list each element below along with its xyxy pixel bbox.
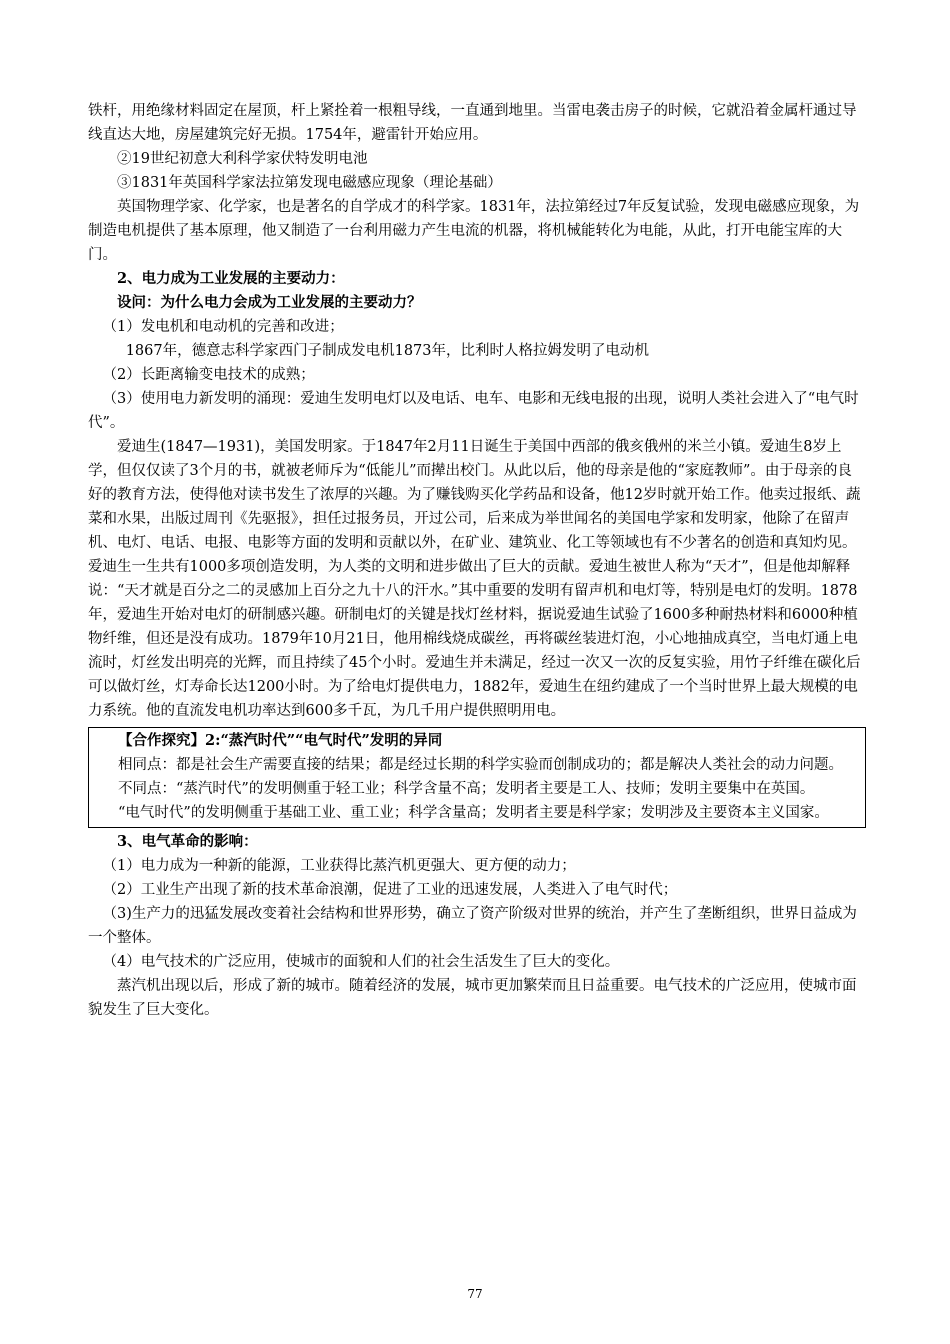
page-number: 77: [467, 1287, 483, 1301]
section-2-item: 1867年，德意志科学家西门子制成发电机1873年，比利时人格拉姆发明了电动机: [125, 343, 649, 359]
section-2-question: 设问：为什么电力会成为工业发展的主要动力？: [117, 294, 422, 311]
box-title: 【合作探究】2:“蒸汽时代”“电气时代”发明的异同: [118, 732, 443, 749]
section-3-item: （1）电力成为一种新的能源，工业获得比蒸汽机更强大、更方便的动力；: [102, 858, 576, 874]
section-3-item: （2）工业生产出现了新的技术革命浪潮，促进了工业的迅速发展，人类进入了电气时代；: [102, 882, 678, 898]
box-differences-electric: “电气时代”的发明侧重于基础工业、重工业；科学含量高；发明者主要是科学家；发明涉及主要资本主义国家。: [118, 805, 829, 821]
section-2-item: （3）使用电力新发明的涌现：爱迪生发明电灯以及电话、电车、电影和无线电报的出现，说明人类社会进入了“电气时代”。: [88, 391, 859, 431]
section-2-heading: 2、电力成为工业发展的主要动力：: [117, 270, 345, 287]
cooperative-inquiry-box: [88, 727, 866, 828]
box-similarities: 相同点：都是社会生产需要直接的结果；都是经过长期的科学实验而创制成功的；都是解决人类社会的动力问题。: [118, 757, 843, 773]
paragraph-faraday-heading: ③1831年英国科学家法拉第发现电磁感应现象（理论基础）: [117, 175, 502, 191]
page-content: [88, 99, 866, 1022]
section-2-item: （2）长距离输变电技术的成熟；: [102, 367, 315, 383]
paragraph-edison-bio: 爱迪生(1847—1931)，美国发明家。于1847年2月11日诞生于美国中西部的俄亥俄州的米兰小镇。爱迪生8岁上学，但仅仅读了3个月的书，就被老师斥为“低能儿”而撵出校门。从此以后，他的母亲是他的“家庭教师”。由于母亲的良好的教育方法，使得他对读书发生了浓厚的兴趣。为了赚钱购买化学药品和设备，他12岁时就开始工作。他卖过报纸、蔬菜和水果，出版过周刊《先驱报》，担任过报务员，开过公司，后来成为举世闻名的美国电学家和发明家，他除了在留声机、电灯、电话、电报、电影等方面的发明和贡献以外，在矿业、建筑业、化工等领域也有不少著名的创造和真知灼见。爱迪生一生共有1000多项创造发明，为人类的文明和进步做出了巨大的贡献。爱迪生被世人称为“天才”，但是他却解释说：“天才就是百分之二的灵感加上百分之九十八的汗水。”其中重要的发明有留声机和电灯等，特别是电灯的发明。1878年，爱迪生开始对电灯的研制感兴趣。研制电灯的关键是找灯丝材料，据说爱迪生试验了1600多种耐热材料和6000种植物纤维，但还是没有成功。1879年10月21日，他用棉线烧成碳丝，再将碳丝装进灯泡，小心地抽成真空，当电灯通上电流时，灯丝发出明亮的光辉，而且持续了45个小时。爱迪生并未满足，经过一次又一次的反复实验，用竹子纤维在碳化后可以做灯丝，灯寿命长达1200小时。为了给电灯提供电力，1882年，爱迪生在纽约建成了一个当时世界上最大规模的电力系统。他的直流发电机功率达到600多千瓦，为几千用户提供照明用电。: [88, 439, 861, 719]
section-2-item: （1）发电机和电动机的完善和改进；: [102, 319, 344, 335]
section-3-heading: 3、电气革命的影响：: [117, 833, 258, 850]
paragraph-city-change: 蒸汽机出现以后，形成了新的城市。随着经济的发展，城市更加繁荣而且日益重要。电气技术的广泛应用，使城市面貌发生了巨大变化。: [88, 978, 857, 1018]
section-3-item: （4）电气技术的广泛应用，使城市的面貌和人们的社会生活发生了巨大的变化。: [102, 954, 620, 970]
box-differences-steam: 不同点：“蒸汽时代”的发明侧重于轻工业；科学含量不高；发明者主要是工人、技师；发明主要集中在英国。: [118, 781, 815, 797]
paragraph-volta: ②19世纪初意大利科学家伏特发明电池: [117, 151, 368, 167]
paragraph-lightning-rod: 铁杆，用绝缘材料固定在屋顶，杆上紧拴着一根粗导线，一直通到地里。当雷电袭击房子的时候，它就沿着金属杆通过导线直达大地，房屋建筑完好无损。1754年，避雷针开始应用。: [88, 103, 857, 143]
section-3-item: （3)生产力的迅猛发展改变着社会结构和世界形势，确立了资产阶级对世界的统治，并产生了垄断组织，世界日益成为一个整体。: [88, 906, 857, 946]
paragraph-faraday-bio: 英国物理学家、化学家，也是著名的自学成才的科学家。1831年，法拉第经过7年反复试验，发现电磁感应现象，为制造电机提供了基本原理，他又制造了一台利用磁力产生电流的机器，将机械能转化为电能，从此，打开电能宝库的大门。: [88, 199, 860, 263]
